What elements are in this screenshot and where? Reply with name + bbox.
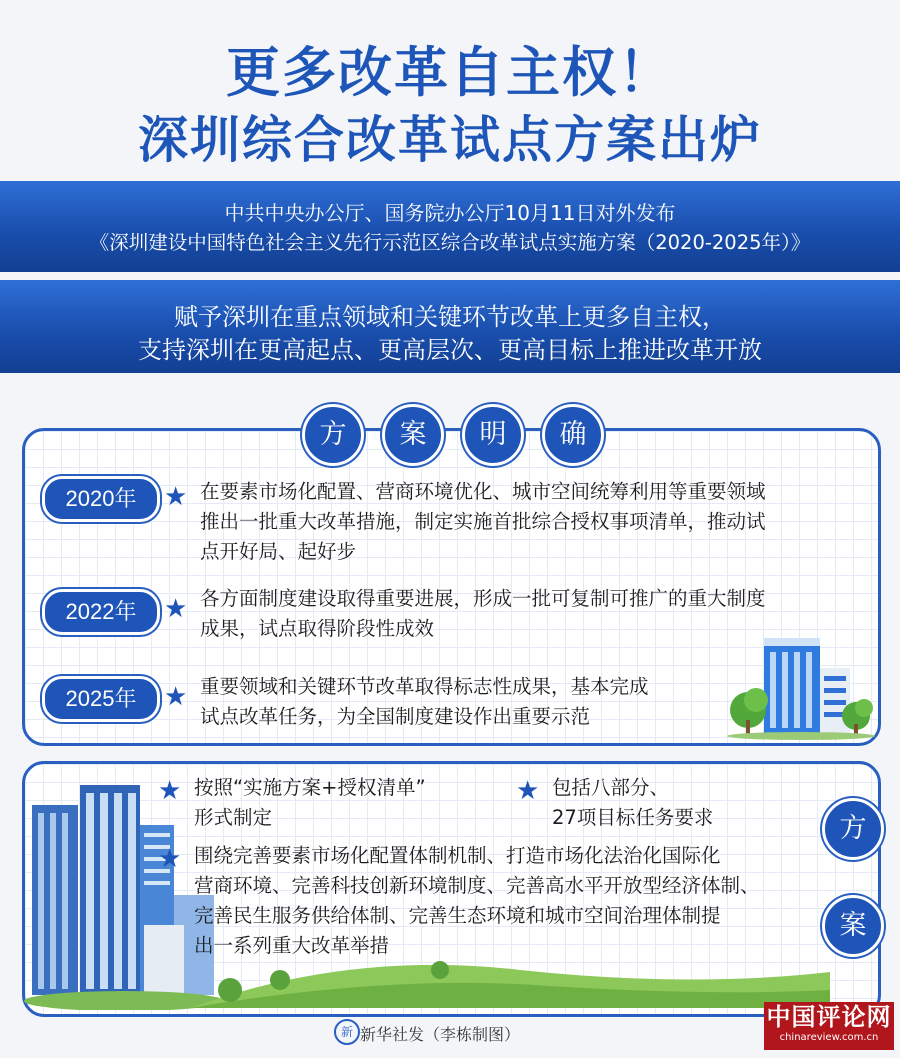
star-icon: ★ [164,482,188,512]
goal-banner [0,280,900,373]
star-icon: ★ [164,682,188,712]
sub-title: 深圳综合改革试点方案出炉 [138,111,762,169]
goal-line-2: 支持深圳在更高起点、更高层次、更高目标上推进改革开放 [138,336,762,364]
star-icon: ★ [164,594,188,624]
credit-text: 新华社发（李栋制图） [360,1025,521,1044]
section-char-4: 确 [542,404,604,466]
release-line-1: 中共中央办公厅、国务院办公厅10月11日对外发布 [224,201,676,225]
watermark-url: chinareview.com.cn [779,1032,879,1043]
goal-line-1: 赋予深圳在重点领域和关键环节改革上更多自主权， [174,303,726,331]
plan-measures-text: 围绕完善要素市场化配置体制机制、打造市场化法治化国际化 营商环境、完善科技创新环境制度、完善高水平开放型经济体制、 完善民生服务供给体制、完善生态环境和城市空间治理体制提 出一系列重大改革举措 [194,844,760,957]
section-char-1: 方 [302,404,364,466]
plan-format-text: 按照“实施方案+授权清单” 形式制定 [194,776,426,829]
star-icon: ★ [158,776,182,806]
watermark-logo [764,1002,894,1050]
side-char-1: 方 [822,798,884,860]
main-title: 更多改革自主权！ [226,41,674,104]
release-banner [0,181,900,272]
side-char-2: 案 [822,895,884,957]
year-badge-2025: 2025年 [42,676,160,722]
year-badge-2020: 2020年 [42,476,160,522]
section-char-2: 案 [382,404,444,466]
release-line-2: 《深圳建设中国特色社会主义先行示范区综合改革试点实施方案（2020-2025年）》 [89,231,811,254]
timeline-text-2020: 在要素市场化配置、营商环境优化、城市空间统筹利用等重要领域 推出一批重大改革措施，制定实施首批综合授权事项清单，推动试 点开好局、起好步 [200,480,766,563]
star-icon: ★ [516,776,540,806]
xinhua-logo-icon: 新 [334,1019,360,1045]
year-badge-2022: 2022年 [42,589,160,635]
section-char-3: 明 [462,404,524,466]
building-illustration [726,628,876,740]
star-icon: ★ [158,844,182,874]
watermark-brand: 中国评论网 [766,1003,892,1031]
plan-structure-text: 包括八部分、 27项目标任务要求 [552,776,714,829]
timeline-text-2022: 各方面制度建设取得重要进展，形成一批可复制可推广的重大制度 成果，试点取得阶段性成效 [200,587,766,640]
timeline-text-2025: 重要领域和关键环节改革取得标志性成果，基本完成 试点改革任务，为全国制度建设作出重要示范 [200,675,649,728]
